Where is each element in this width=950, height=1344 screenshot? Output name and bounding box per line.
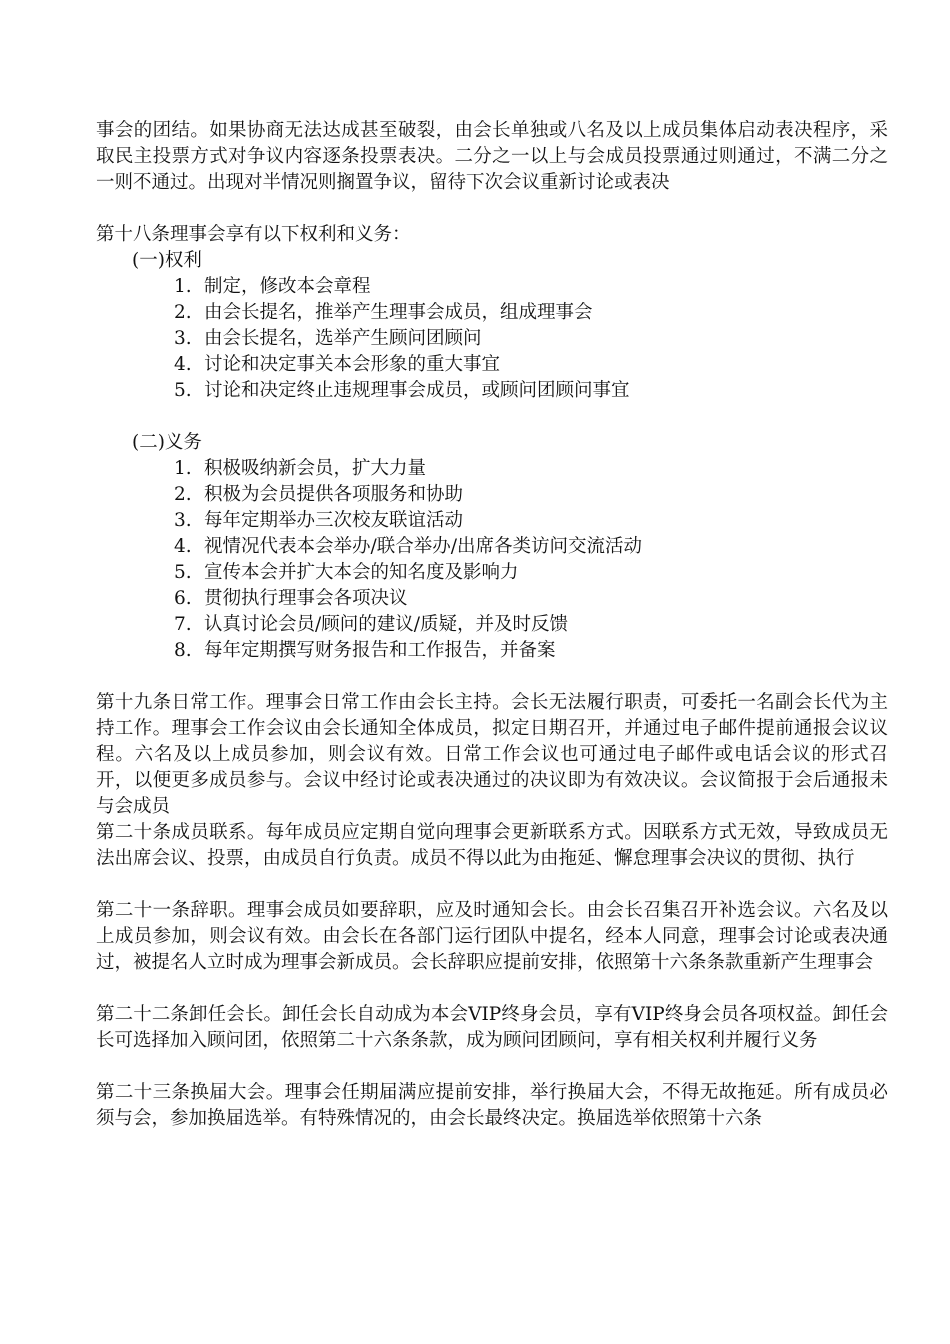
rights-list	[96, 274, 888, 404]
list-item	[174, 508, 888, 534]
list-item-text: 积极为会员提供各项服务和协助	[204, 484, 464, 505]
paragraph-gap	[96, 404, 888, 430]
paragraph-intro: 事会的团结。如果协商无法达成甚至破裂，由会长单独或八名及以上成员集体启动表决程序，采取民主投票方式对争议内容逐条投票表决。二分之一以上与会成员投票通过则通过，不满二分之一则不通过。出现对半情况则搁置争议，留待下次会议重新讨论或表决	[96, 120, 888, 193]
list-item-number: 5.	[174, 562, 192, 583]
list-item-number: 3.	[174, 510, 192, 531]
list-item-number: 1.	[174, 458, 192, 479]
rights-heading: (一)权利	[132, 250, 202, 271]
list-item-text: 由会长提名，推举产生理事会成员，组成理事会	[204, 302, 593, 323]
list-item	[174, 534, 888, 560]
list-item-text: 认真讨论会员/顾问的建议/质疑，并及时反馈	[204, 614, 568, 635]
list-item	[174, 274, 888, 300]
list-item-number: 1.	[174, 276, 192, 297]
list-item-text: 贯彻执行理事会各项决议	[204, 588, 408, 609]
list-item-text: 制定，修改本会章程	[204, 276, 371, 297]
list-item	[174, 456, 888, 482]
list-item-number: 6.	[174, 588, 192, 609]
article-21-paragraph: 第二十一条辞职。理事会成员如要辞职，应及时通知会长。由会长召集召开补选会议。六名及以上成员参加，则会议有效。由会长在各部门运行团队中提名，经本人同意，理事会讨论或表决通过，被提名人立时成为理事会新成员。会长辞职应提前安排，依照第十六条条款重新产生理事会	[96, 900, 888, 973]
document-page	[96, 118, 888, 1132]
paragraph-gap	[96, 664, 888, 690]
list-item-text: 每年定期撰写财务报告和工作报告，并备案	[204, 640, 556, 661]
article-20-paragraph: 第二十条成员联系。每年成员应定期自觉向理事会更新联系方式。因联系方式无效，导致成员无法出席会议、投票，由成员自行负责。成员不得以此为由拖延、懈怠理事会决议的贯彻、执行	[96, 822, 888, 869]
list-item	[174, 586, 888, 612]
list-item-number: 7.	[174, 614, 192, 635]
list-item-number: 4.	[174, 354, 192, 375]
list-item	[174, 638, 888, 664]
paragraph-gap	[96, 1054, 888, 1080]
list-item-number: 5.	[174, 380, 192, 401]
list-item	[174, 560, 888, 586]
list-item-text: 每年定期举办三次校友联谊活动	[204, 510, 464, 531]
article-23-paragraph: 第二十三条换届大会。理事会任期届满应提前安排，举行换届大会，不得无故拖延。所有成员必须与会，参加换届选举。有特殊情况的，由会长最终决定。换届选举依照第十六条	[96, 1082, 888, 1129]
list-item	[174, 352, 888, 378]
article-18-title: 第十八条理事会享有以下权利和义务：	[96, 224, 411, 245]
list-item-number: 3.	[174, 328, 192, 349]
article-22-paragraph: 第二十二条卸任会长。卸任会长自动成为本会VIP终身会员，享有VIP终身会员各项权益。卸任会长可选择加入顾问团，依照第二十六条条款，成为顾问团顾问，享有相关权利并履行义务	[96, 1004, 888, 1051]
duties-heading: (二)义务	[132, 432, 202, 453]
list-item-text: 讨论和决定终止违规理事会成员，或顾问团顾问事宜	[204, 380, 630, 401]
list-item-text: 视情况代表本会举办/联合举办/出席各类访问交流活动	[204, 536, 642, 557]
article-19-paragraph: 第十九条日常工作。理事会日常工作由会长主持。会长无法履行职责，可委托一名副会长代为主持工作。理事会工作会议由会长通知全体成员，拟定日期召开，并通过电子邮件提前通报会议议程。六名及以上成员参加，则会议有效。日常工作会议也可通过电子邮件或电话会议的形式召开，以便更多成员参与。会议中经讨论或表决通过的决议即为有效决议。会议简报于会后通报未与会成员	[96, 692, 888, 817]
list-item-text: 宣传本会并扩大本会的知名度及影响力	[204, 562, 519, 583]
list-item	[174, 300, 888, 326]
paragraph-gap	[96, 872, 888, 898]
paragraph-gap	[96, 976, 888, 1002]
list-item	[174, 482, 888, 508]
list-item-number: 2.	[174, 484, 192, 505]
list-item-number: 4.	[174, 536, 192, 557]
duties-list	[96, 456, 888, 664]
list-item-text: 由会长提名，选举产生顾问团顾问	[204, 328, 482, 349]
list-item	[174, 378, 888, 404]
list-item-number: 2.	[174, 302, 192, 323]
list-item	[174, 326, 888, 352]
paragraph-gap	[96, 196, 888, 222]
list-item-number: 8.	[174, 640, 192, 661]
list-item-text: 积极吸纳新会员，扩大力量	[204, 458, 427, 479]
list-item	[174, 612, 888, 638]
list-item-text: 讨论和决定事关本会形象的重大事宜	[204, 354, 501, 375]
